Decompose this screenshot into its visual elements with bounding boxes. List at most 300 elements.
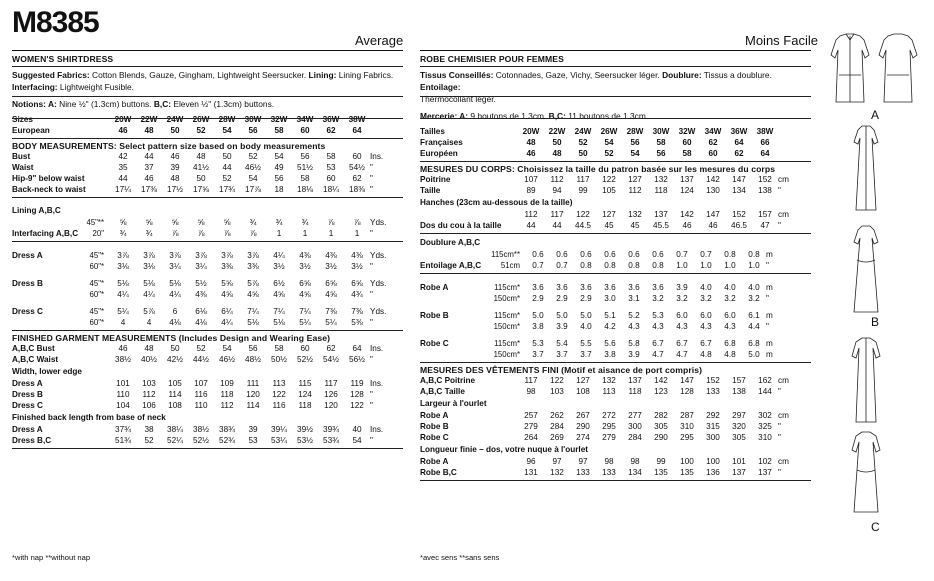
table-cell: 106 [142, 401, 156, 410]
divider [12, 118, 403, 119]
table-cell: 52½ [193, 436, 209, 445]
table-cell: 113 [602, 387, 616, 396]
table-cell: 39¼ [271, 425, 287, 434]
size-cell: 30W [652, 127, 670, 136]
table-cell: 142 [654, 376, 668, 385]
unit-cell: m [766, 283, 773, 292]
body-measurements-title: MESURES DU CORPS: Choisissez la taille du patron basée sur les mesures du corps [420, 164, 776, 174]
table-cell: ¾ [249, 218, 257, 227]
table-cell: 4¼ [143, 290, 155, 299]
table-cell: 5.4 [556, 339, 568, 348]
table-row [12, 217, 392, 228]
table-cell: 53¾ [323, 436, 339, 445]
table-cell: 6⅛ [195, 307, 207, 316]
spacer [778, 137, 800, 148]
size-cell: 66 [760, 138, 770, 147]
table-cell: 3⅞ [221, 251, 233, 260]
table-row [12, 343, 392, 354]
table-cell: 5.0 [748, 350, 760, 359]
size-cell: 46 [526, 149, 536, 158]
table-cell: 100 [706, 457, 720, 466]
table-cell: 295 [602, 422, 616, 431]
table-cell: 44 [222, 163, 232, 172]
size-cell: 58 [274, 126, 284, 135]
fabrics-label: Tissus Conseillés: [420, 70, 494, 80]
table-cell: 38½ [193, 425, 209, 434]
table-cell: 38¼ [167, 425, 183, 434]
fr-neck-waist-table [420, 220, 800, 231]
fabric-width: 115cm* [494, 283, 520, 292]
table-cell: 264 [524, 433, 538, 442]
unit-cell: Ins. [370, 379, 384, 388]
table-cell: 0.6 [652, 250, 664, 259]
table-cell: 54 [274, 152, 284, 161]
table-row [420, 386, 800, 397]
table-cell: 4.0 [724, 283, 736, 292]
table-cell: 48 [196, 152, 206, 161]
table-cell: 132 [628, 210, 642, 219]
table-cell: 138 [758, 186, 772, 195]
size-cell: 46 [118, 126, 128, 135]
level-en: Average [355, 33, 404, 48]
table-cell: 98 [526, 387, 536, 396]
table-cell: 0.7 [556, 261, 568, 270]
table-cell: ⅝ [223, 218, 231, 227]
table-row [12, 435, 392, 446]
divider [12, 66, 403, 67]
row-label [12, 261, 84, 272]
table-cell: 6⅝ [351, 279, 363, 288]
spacer [778, 148, 800, 159]
table-cell: 54 [222, 344, 232, 353]
table-cell: 7¼ [273, 307, 285, 316]
table-cell: 4⅝ [221, 290, 233, 299]
fabric-width: 60"* [89, 290, 104, 299]
table-cell: 109 [220, 379, 234, 388]
view-illustrations [826, 30, 926, 570]
table-cell: 54 [352, 436, 362, 445]
view-b-sketch-1 [854, 126, 878, 210]
table-cell: 133 [602, 468, 616, 477]
table-cell: 18 [274, 185, 284, 194]
row-label: Dress C [12, 307, 43, 316]
table-cell: 127 [602, 210, 616, 219]
row-label: A,B,C Bust [12, 344, 55, 353]
table-cell: 94 [552, 186, 562, 195]
table-cell: 17¼ [115, 185, 131, 194]
table-cell: 305 [732, 433, 746, 442]
table-cell: 118 [220, 390, 234, 399]
footnote-fr: *avec sens **sans sens [420, 553, 500, 562]
table-cell: 97 [578, 457, 588, 466]
table-row [12, 400, 392, 411]
unit-cell: Yds. [370, 279, 387, 288]
en-fabrics [12, 69, 402, 93]
size-cell: 48 [552, 149, 562, 158]
table-cell: 4.4 [748, 322, 760, 331]
table-cell: 6½ [273, 279, 285, 288]
table-cell: 117 [324, 379, 338, 388]
table-cell: 290 [576, 422, 590, 431]
table-row [12, 289, 392, 300]
table-cell: 4.0 [700, 283, 712, 292]
row-label: Sizes [12, 115, 33, 124]
table-cell: 41½ [193, 163, 209, 172]
size-cell: 36W [730, 127, 748, 136]
table-cell: 98 [604, 457, 614, 466]
size-cell: 52 [604, 149, 614, 158]
table-cell: 17⅞ [245, 185, 261, 194]
table-row [420, 249, 788, 260]
table-cell: 134 [628, 468, 642, 477]
table-cell: 5⅛ [247, 318, 259, 327]
notions-bc: Eleven ½" (1.3cm) buttons. [171, 99, 275, 109]
table-cell: 3½ [273, 262, 285, 271]
fr-yardage-table [420, 276, 788, 360]
fabric-width: 45"* [89, 251, 104, 260]
table-cell: 6.7 [652, 339, 664, 348]
fabric-width: 60"* [89, 262, 104, 271]
unit-cell: Ins. [370, 425, 384, 434]
row-label: Robe B [420, 422, 449, 431]
table-cell: 4¾ [351, 290, 363, 299]
row-label: Bust [12, 152, 31, 161]
table-cell: 5.1 [604, 311, 616, 320]
table-cell: 269 [550, 433, 564, 442]
fr-lining-table [420, 249, 788, 271]
table-cell: 138 [732, 387, 746, 396]
size-cell: 60 [708, 149, 718, 158]
table-cell: 0.6 [532, 250, 544, 259]
table-cell: 135 [654, 468, 668, 477]
table-cell: 137 [628, 376, 642, 385]
view-a-front-sketch [831, 34, 869, 102]
size-cell: 62 [326, 126, 336, 135]
table-row [420, 375, 800, 386]
table-cell: 3.6 [652, 283, 664, 292]
table-cell: 110 [116, 390, 130, 399]
table-cell: 53 [248, 436, 258, 445]
table-row [420, 304, 788, 321]
table-cell: 157 [732, 376, 746, 385]
table-cell: 4.7 [652, 350, 664, 359]
fr-width-table [420, 410, 800, 443]
fabrics-text: Cotonnades, Gaze, Vichy, Seersucker léger. [493, 70, 663, 80]
table-cell: 267 [576, 411, 590, 420]
size-cell: 22W [140, 115, 158, 124]
table-cell: 5.5 [580, 339, 592, 348]
table-cell: 3.7 [556, 350, 568, 359]
fabric-width: 51cm [500, 261, 520, 270]
divider [12, 96, 403, 97]
table-cell: 117 [550, 210, 564, 219]
table-cell: 103 [550, 387, 564, 396]
size-cell: 20W [114, 115, 132, 124]
table-row [420, 432, 800, 443]
table-cell: 4¼ [221, 318, 233, 327]
unit-cell: m [766, 339, 773, 348]
table-cell: 1 [302, 229, 308, 238]
table-cell: 4.8 [724, 350, 736, 359]
view-b-label: B [871, 315, 880, 329]
fabric-width: 20" [92, 229, 104, 238]
row-label: Robe A [420, 283, 449, 292]
table-cell: 117 [576, 175, 590, 184]
table-cell: 46 [144, 174, 154, 183]
table-cell: 0.8 [628, 261, 640, 270]
unit-cell: " [370, 401, 373, 410]
table-cell: 310 [680, 422, 694, 431]
table-cell: 5¼ [117, 307, 129, 316]
unit-cell: " [370, 262, 373, 271]
table-cell: 0.8 [652, 261, 664, 270]
divider [420, 66, 811, 67]
table-cell: ⅝ [119, 218, 127, 227]
table-row [420, 456, 800, 467]
table-cell: 5.2 [628, 311, 640, 320]
size-cell: 56 [248, 126, 258, 135]
row-label: Dress A [12, 379, 43, 388]
size-cell: 56 [656, 149, 666, 158]
table-cell: 60 [326, 174, 336, 183]
table-cell: 40½ [141, 355, 157, 364]
table-row [420, 321, 788, 332]
row-label: Waist [12, 163, 34, 172]
table-cell: 3.7 [580, 350, 592, 359]
table-cell: 122 [350, 401, 364, 410]
row-label: Taille [420, 186, 441, 195]
table-cell: 0.6 [604, 250, 616, 259]
pattern-number: M8385 [12, 6, 99, 39]
fr-hips-table [420, 209, 800, 220]
table-cell: 295 [680, 433, 694, 442]
table-cell: 56 [248, 344, 258, 353]
size-cell: 60 [300, 126, 310, 135]
table-row [12, 125, 392, 136]
table-row [12, 378, 392, 389]
row-label: A,B,C Waist [12, 355, 59, 364]
table-cell: 290 [654, 433, 668, 442]
table-cell: 305 [654, 422, 668, 431]
en-tables [12, 114, 402, 449]
table-row [12, 354, 392, 365]
table-cell: 50 [170, 344, 180, 353]
en-body-table [12, 151, 392, 195]
table-cell: 62 [326, 344, 336, 353]
table-cell: 300 [706, 433, 720, 442]
table-cell: 132 [654, 175, 668, 184]
table-row [420, 467, 800, 478]
row-label [12, 289, 84, 300]
view-b-sketch-2 [854, 226, 878, 312]
table-cell: 54½ [323, 355, 339, 364]
table-cell: 52 [144, 436, 154, 445]
table-row [12, 114, 392, 125]
table-cell: 60 [300, 344, 310, 353]
table-cell: 5.0 [556, 311, 568, 320]
table-cell: 50 [196, 174, 206, 183]
table-cell: 287 [680, 411, 694, 420]
table-cell: 18⅛ [297, 185, 313, 194]
table-row [420, 209, 800, 220]
table-cell: 1 [328, 229, 334, 238]
size-cell: 48 [526, 138, 536, 147]
table-cell: 3.7 [532, 350, 544, 359]
back-length-title: Longueur finie – dos, votre nuque à l'ourlet [420, 445, 588, 454]
table-cell: 320 [732, 422, 746, 431]
table-cell: ¾ [275, 218, 283, 227]
fr-fabrics [420, 69, 810, 105]
row-label: Dos du cou à la taille [420, 221, 502, 230]
en-yardage-table [12, 244, 392, 328]
table-cell: 5⅞ [143, 307, 155, 316]
table-cell: 46 [118, 344, 128, 353]
table-cell: 0.8 [748, 250, 760, 259]
lining-text: Lining Fabrics. [336, 70, 394, 80]
table-cell: 0.8 [604, 261, 616, 270]
fabric-width: 150cm* [493, 350, 520, 359]
fabric-width: 45"* [89, 279, 104, 288]
table-cell: 58 [274, 344, 284, 353]
table-cell: 5⅞ [247, 279, 259, 288]
table-cell: ⅞ [353, 218, 361, 227]
row-label: European [12, 126, 50, 135]
table-cell: 4¼ [117, 290, 129, 299]
table-row [12, 389, 392, 400]
notions-bc-label: B,C: [548, 111, 566, 121]
table-cell: 279 [602, 433, 616, 442]
table-cell: 257 [524, 411, 538, 420]
size-cell: 48 [144, 126, 154, 135]
size-cell: 64 [760, 149, 770, 158]
table-row [12, 151, 392, 162]
size-cell: 62 [708, 138, 718, 147]
table-cell: 4 [146, 318, 152, 327]
table-cell: 104 [116, 401, 130, 410]
table-cell: 300 [628, 422, 642, 431]
unit-cell: " [370, 390, 373, 399]
unit-cell: " [370, 355, 373, 364]
size-cell: 34W [296, 115, 314, 124]
table-cell: ⅞ [327, 218, 335, 227]
divider [420, 362, 811, 363]
table-cell: 42 [118, 152, 128, 161]
table-cell: 128 [680, 387, 694, 396]
row-label: Robe B,C [420, 468, 457, 477]
table-cell: 101 [732, 457, 746, 466]
size-cell: 64 [734, 138, 744, 147]
size-cell: 60 [682, 138, 692, 147]
sizes-table [420, 126, 800, 159]
table-cell: 277 [628, 411, 642, 420]
table-cell: 58 [326, 152, 336, 161]
size-cell: 50 [170, 126, 180, 135]
view-a-back-sketch [879, 34, 917, 102]
table-cell: 4.3 [700, 322, 712, 331]
fr-back-table [420, 456, 800, 478]
table-cell: 0.7 [532, 261, 544, 270]
table-cell: 38½ [115, 355, 131, 364]
table-cell: 4.3 [676, 322, 688, 331]
table-cell: 7¼ [299, 307, 311, 316]
fabric-width: 115cm** [491, 250, 520, 259]
size-cell: 62 [734, 149, 744, 158]
table-cell: 5⅜ [351, 318, 363, 327]
lining-label: Lining: [308, 70, 337, 80]
table-cell: 4.2 [604, 322, 616, 331]
table-cell: 6.8 [724, 339, 736, 348]
table-cell: 130 [706, 186, 720, 195]
table-cell: 105 [168, 379, 182, 388]
table-cell: 3.6 [556, 283, 568, 292]
table-cell: 3⅞ [247, 251, 259, 260]
table-cell: 118 [628, 387, 642, 396]
table-cell: 142 [706, 175, 720, 184]
spacer [370, 114, 392, 125]
table-cell: 112 [142, 390, 156, 399]
table-cell: 45 [630, 221, 640, 230]
en-back-table [12, 424, 392, 446]
finished-measurements-title: MESURES DES VÊTEMENTS FINI (Motif et aisance de port compris) [420, 365, 703, 375]
unit-cell: " [370, 290, 373, 299]
table-cell: 89 [526, 186, 536, 195]
fr-title: ROBE CHEMISIER POUR FEMMES [420, 54, 564, 64]
table-cell: 1.0 [700, 261, 712, 270]
table-cell: 44 [118, 174, 128, 183]
table-cell: 44 [552, 221, 562, 230]
level-fr: Moins Facile [745, 33, 818, 48]
table-cell: 58 [300, 174, 310, 183]
table-row [420, 126, 800, 137]
divider [12, 138, 403, 139]
table-cell: 35 [118, 163, 128, 172]
interfacing-text: Thermocollant léger. [420, 94, 496, 104]
divider [12, 330, 403, 331]
lining-title: Doublure A,B,C [420, 238, 481, 247]
table-cell: 107 [524, 175, 538, 184]
table-cell: 2.9 [532, 294, 544, 303]
fr-body-table [420, 174, 800, 196]
fabrics-text: Cotton Blends, Gauze, Gingham, Lightweight Seersucker. [89, 70, 309, 80]
row-label: Entoilage A,B,C [420, 261, 482, 270]
table-cell: 131 [524, 468, 538, 477]
table-row [12, 300, 392, 317]
table-cell: 6.0 [724, 311, 736, 320]
table-cell: 325 [758, 422, 772, 431]
divider [12, 241, 403, 242]
row-label: A,B,C Taille [420, 387, 465, 396]
row-label: Hip-9" below waist [12, 174, 85, 183]
notions-a: 9 boutons de 1.3cm. [468, 111, 549, 121]
table-cell: 44½ [193, 355, 209, 364]
size-cell: 54 [630, 149, 640, 158]
table-cell: 147 [680, 376, 694, 385]
table-cell: 297 [732, 411, 746, 420]
table-cell: 49 [274, 163, 284, 172]
table-cell: 137 [758, 468, 772, 477]
size-cell: 26W [192, 115, 210, 124]
table-cell: 46½ [219, 355, 235, 364]
table-cell: 137 [732, 468, 746, 477]
size-cell: 24W [166, 115, 184, 124]
table-row [420, 421, 800, 432]
table-cell: 46 [170, 152, 180, 161]
table-row [12, 244, 392, 261]
table-cell: 46 [708, 221, 718, 230]
table-cell: 3.2 [724, 294, 736, 303]
unit-cell: Yds. [370, 218, 387, 227]
table-cell: 4.3 [628, 322, 640, 331]
